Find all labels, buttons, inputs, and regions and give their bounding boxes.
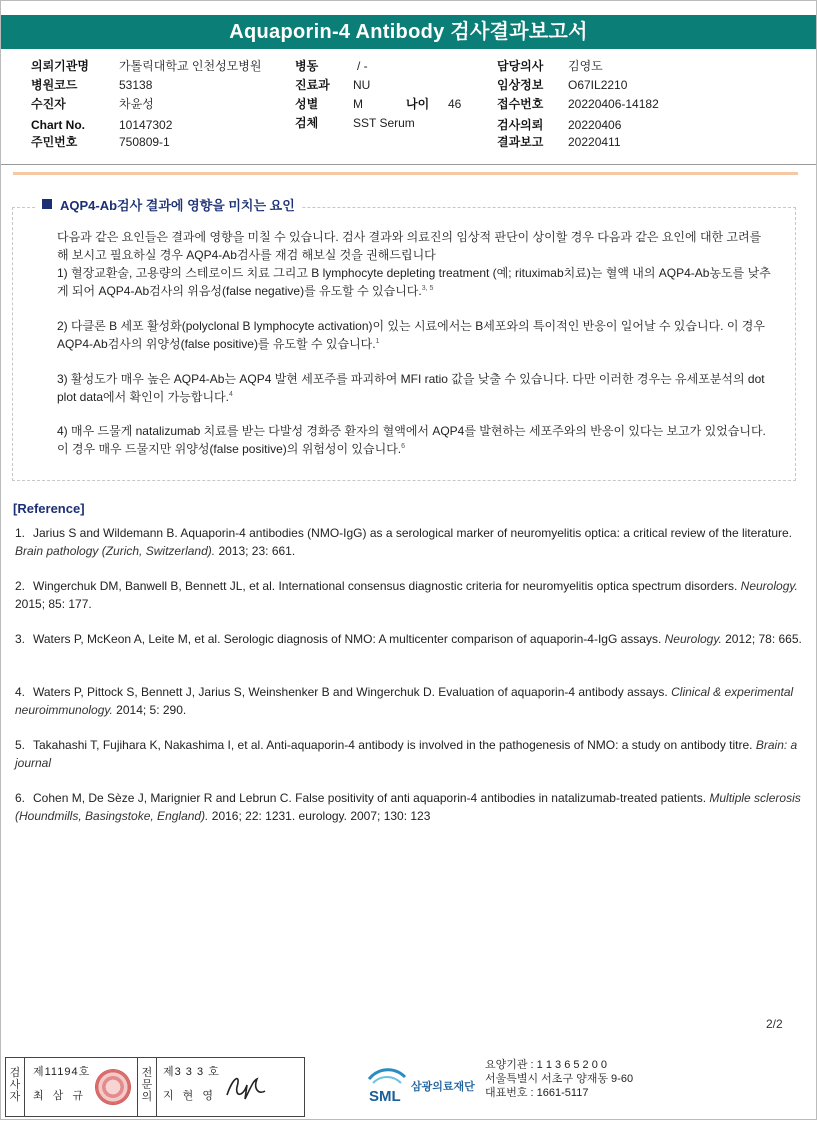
confirmer-signature-icon (223, 1067, 269, 1105)
header-value-resident-no: 750809-1 (119, 135, 170, 149)
header-field-receipt-no: 접수번호 (497, 97, 544, 111)
care-institution-no: 요양기관 : 1 1 3 6 5 2 0 0 (485, 1059, 608, 1071)
reference-item-6: 6. Cohen M, De Sèze J, Marignier R and Lebrun C. False positivity of anti aquaporin-4 antibodies in natalizumab-treated patients. Multiple sclerosis (Houndmills, Basingstoke, England). 2016; 22: 1231. eurology. 2007; 130: 123 (15, 791, 801, 823)
confirmer-label: 전문의 (141, 1067, 153, 1103)
header-value-department: NU (353, 78, 371, 92)
header-value-request-date: 20220406 (568, 118, 622, 132)
reference-item-4: 4. Waters P, Pittock S, Bennett J, Jarius S, Weinshenker B and Wingerchuk D. Evaluation of aquaporin-4 antibody assays. Clinical & experimental neuroimmunology. 2014; 5: 290. (15, 685, 794, 717)
org-phone: 대표번호 : 1661-5117 (485, 1087, 589, 1099)
reference-item-3: 3. Waters P, McKeon A, Leite M, et al. Serologic diagnosis of NMO: A multicenter comparison of aquaporin-4-IgG assays. Neurology. 2012; 78: 665. (15, 632, 802, 646)
header-value-chart-no: 10147302 (119, 118, 173, 132)
header-field-patient: 수진자 (31, 97, 66, 111)
header-field-sex: 성별 (295, 97, 319, 111)
header-field-ward: 병동 (295, 59, 319, 73)
header-value-clinical-info: O67IL2210 (568, 78, 628, 92)
reference-title: [Reference] (13, 501, 85, 516)
header-field-chart-no: Chart No. (31, 118, 85, 132)
sml-logo-icon (365, 1063, 409, 1107)
factors-title: AQP4-Ab검사 결과에 영향을 미치는 요인 (36, 197, 301, 215)
org-address: 서울특별시 서초구 양재동 9-60 (485, 1073, 634, 1085)
header-field-institution: 의뢰기관명 (31, 59, 89, 73)
header-accent-rule (13, 172, 798, 175)
examiner-license: 제11194호 (33, 1066, 91, 1078)
header-divider (1, 164, 816, 165)
header-value-institution: 가톨릭대학교 인천성모병원 (119, 59, 262, 73)
header-field-age: 나이 (406, 97, 430, 111)
factor-item-4: 4) 매우 드물게 natalizumab 치료를 받는 다발성 경화증 환자의 혈액에서 AQP4를 발현하는 세포주와의 반응이 있다는 보고가 있었습니다. 이 경우 매우 드물지만 위양성(false positive)의 위험성이 있습니다.$^6$ (57, 424, 766, 456)
examiner-label: 검사자 (9, 1067, 21, 1103)
header-value-hospital-code: 53138 (119, 78, 153, 92)
header-field-clinical-info: 임상정보 (497, 78, 544, 92)
signature-footer (1, 1053, 816, 1121)
reference-item-1: 1. Jarius S and Wildemann B. Aquaporin-4 antibodies (NMO-IgG) as a serological marker of neuromyelitis optica: a critical review of the literature. Brain pathology (Zurich, Switzerland). 2013; 23: 661. (15, 526, 792, 558)
header-value-specimen: SST Serum (353, 116, 415, 130)
factors-intro: 다음과 같은 요인들은 결과에 영향을 미칠 수 있습니다. 검사 결과와 의료진의 임상적 판단이 상이할 경우 다음과 같은 요인에 대한 고려를 해 보시고 필요하실 경우 AQP4-Ab검사를 재검 해보실 것을 권해드립니다 (57, 230, 762, 262)
report-title: Aquaporin-4 Antibody 검사결과보고서 (1, 15, 816, 49)
examiner-seal-icon (95, 1069, 131, 1105)
header-field-request-date: 검사의뢰 (497, 118, 544, 132)
factor-item-3: 3) 활성도가 매우 높은 AQP4-Ab는 AQP4 발현 세포주를 파괴하여 MFI ratio 값을 낮출 수 있습니다. 다만 이러한 경우는 유세포분석의 dot plot data에서 확인이 가능합니다.$^4$ (57, 372, 765, 404)
header-field-report-date: 결과보고 (497, 135, 544, 149)
factor-item-2: 2) 다클론 B 세포 활성화(polyclonal B lymphocyte activation)이 있는 시료에서는 B세포와의 특이적인 반응이 일어날 수 있습니다. 이 경우 AQP4-Ab검사의 위양성(false positive)를 유도할 수 있습니다.$^1$ (57, 319, 765, 351)
square-bullet-icon (42, 199, 52, 209)
page-number: 2/2 (766, 1017, 783, 1031)
header-value-sex: M (353, 97, 363, 111)
header-field-hospital-code: 병원코드 (31, 78, 78, 92)
header-value-report-date: 20220411 (568, 135, 621, 149)
reference-item-2: 2. Wingerchuk DM, Banwell B, Bennett JL, et al. International consensus diagnostic criteria for neuromyelitis optica spectrum disorders. Neurology. 2015; 85: 177. (15, 579, 798, 611)
header-value-receipt-no: 20220406-14182 (568, 97, 659, 111)
header-value-patient: 차윤성 (119, 97, 154, 111)
header-field-specimen: 검체 (295, 116, 319, 130)
header-value-age: 46 (448, 97, 462, 111)
header-field-physician: 담당의사 (497, 59, 544, 73)
confirmer-name: 지 현 영 (163, 1090, 216, 1102)
header-field-department: 진료과 (295, 78, 330, 92)
examiner-name: 최 삼 규 (33, 1090, 86, 1102)
logo-text: SML (369, 1088, 401, 1105)
confirmer-license: 제3 3 3 호 (163, 1066, 220, 1078)
org-name: 삼광의료재단 (411, 1081, 475, 1093)
header-field-resident-no: 주민번호 (31, 135, 78, 149)
header-value-physician: 김영도 (568, 59, 603, 73)
reference-item-5: 5. Takahashi T, Fujihara K, Nakashima I, et al. Anti-aquaporin-4 antibody is involved in the pathogenesis of NMO: a study on antibody titre. Brain: a journal (15, 738, 798, 770)
factor-item-1: 1) 혈장교환술, 고용량의 스테로이드 치료 그리고 B lymphocyte depleting treatment (예; rituximab치료)는 혈액 내의 AQP4-Ab농도를 낮추게 되어 AQP4-Ab검사의 위음성(false negative)를 유도할 수 있습니다.$^{3, 5}$ (57, 266, 771, 298)
header-value-ward: / - (357, 59, 368, 73)
